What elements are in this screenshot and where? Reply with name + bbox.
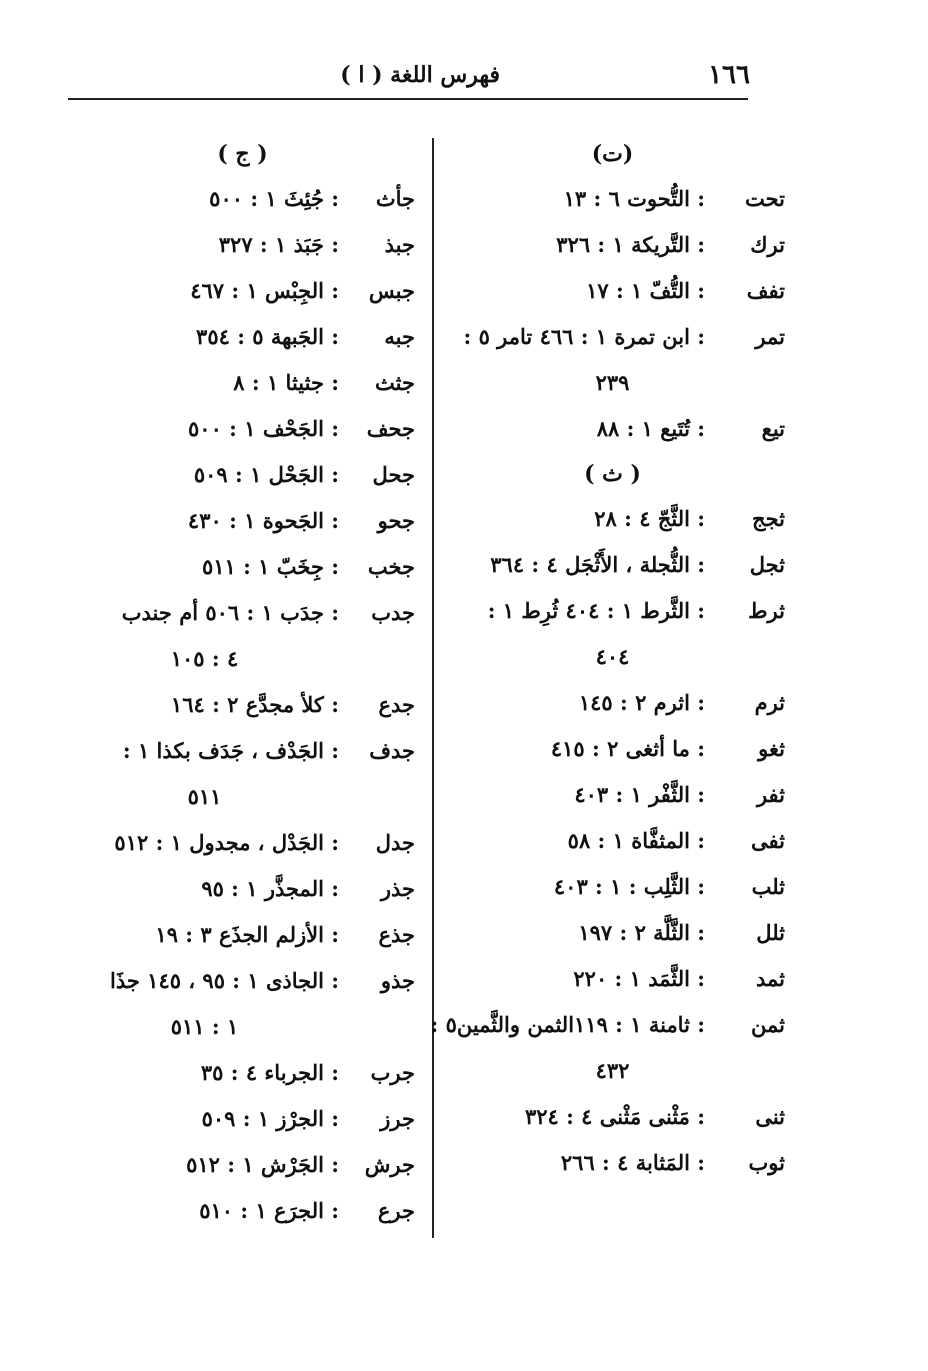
- entry-text: : جَبَذ ١ : ٣٢٧: [218, 232, 339, 257]
- root-word: جدف: [369, 738, 415, 763]
- entry-text: : المجذَّر ١ : ٩٥: [201, 876, 339, 901]
- entry-text: : الثَّجّ ٤ : ٢٨: [594, 506, 705, 531]
- root-word: جدع: [378, 692, 415, 717]
- index-entry: [70, 820, 415, 866]
- root-word: جبس: [368, 278, 415, 303]
- root-word: جدل: [375, 830, 415, 855]
- index-entry: [440, 542, 785, 588]
- root-word: جبه: [384, 324, 415, 349]
- column-divider: [432, 138, 434, 1238]
- root-word: ثوب: [748, 1150, 785, 1175]
- entry-text: : كلأ مجدَّع ٢ : ١٦٤: [170, 692, 339, 717]
- index-entry: [440, 956, 785, 1002]
- index-entry: [440, 726, 785, 772]
- page-header: [70, 56, 750, 96]
- entry-text: : الثَّلِب : ١ : ٤٠٣: [553, 874, 705, 899]
- page-number: ١٦٦: [708, 60, 750, 90]
- entry-text: : الجَحوة ١ : ٤٣٠: [187, 508, 339, 533]
- entry-text: ٢٣٩: [595, 370, 630, 395]
- root-word: تمر: [755, 324, 785, 349]
- root-word: جأث: [375, 186, 415, 211]
- entry-text: : المثفَّاة ١ : ٥٨: [567, 828, 705, 853]
- entry-text: : الجَبهة ٥ : ٣٥٤: [196, 324, 339, 349]
- header-rule: [68, 98, 748, 100]
- root-word: ثرم: [754, 690, 785, 715]
- entry-text: : ثامنة ١ : ١١٩الثمن والثَّمين٥ :: [430, 1012, 705, 1037]
- index-entry: [70, 360, 415, 406]
- entry-text: : التُّحوت ٦ : ١٣: [563, 186, 705, 211]
- index-entry: [70, 590, 415, 636]
- entry-text: ٥١١: [187, 784, 222, 809]
- root-word: جذع: [378, 922, 415, 947]
- index-entry: [440, 222, 785, 268]
- entry-text: : الثُّجلة ، الأَثْجَل ٤ : ٣٦٤: [490, 552, 705, 577]
- entry-text: : جثيثا ١ : ٨: [233, 370, 339, 395]
- section-heading: ( ج ): [217, 141, 268, 167]
- index-entry: [440, 314, 785, 360]
- index-entry: [70, 682, 415, 728]
- root-word: جذو: [380, 968, 415, 993]
- index-entry: [70, 406, 415, 452]
- entry-text: ٤٣٢: [595, 1058, 630, 1083]
- root-word: تحت: [744, 186, 785, 211]
- index-entry: [440, 680, 785, 726]
- index-entry: [440, 772, 785, 818]
- root-word: ثمن: [751, 1012, 785, 1037]
- root-word: جذر: [380, 876, 415, 901]
- entry-text: : تُتَيع ١ : ٨٨: [596, 416, 705, 441]
- index-entry: [70, 1096, 415, 1142]
- entry-text: : اثرم ٢ : ١٤٥: [578, 690, 705, 715]
- entry-continuation: [440, 1048, 785, 1094]
- root-word: جدب: [371, 600, 415, 625]
- root-word: جحو: [377, 508, 415, 533]
- root-word: ثلل: [756, 920, 785, 945]
- entry-continuation: [70, 1004, 415, 1050]
- root-word: ثرط: [748, 598, 785, 623]
- entry-text: : الجَحْل ١ : ٥٠٩: [193, 462, 339, 487]
- index-entry: [70, 866, 415, 912]
- section-heading: ( ث ): [584, 461, 641, 487]
- root-word: ثنى: [755, 1104, 785, 1129]
- entry-text: ١ : ٥١١: [170, 1014, 239, 1039]
- root-word: جرز: [380, 1106, 415, 1131]
- root-word: ثلب: [751, 874, 785, 899]
- entry-text: : جُئِثَ ١ : ٥٠٠: [209, 186, 339, 211]
- index-entry: [70, 176, 415, 222]
- index-entry: [440, 910, 785, 956]
- entry-text: : مَثْنى مَثْنى ٤ : ٣٢٤: [524, 1104, 705, 1129]
- index-entry: [440, 864, 785, 910]
- entry-text: : الثَّفْر ١ : ٤٠٣: [574, 782, 705, 807]
- index-entry: [440, 268, 785, 314]
- entry-text: : التُّفّ ١ : ١٧: [586, 278, 705, 303]
- root-word: ثفى: [751, 828, 785, 853]
- entry-text: : الجَدْف ، جَدَف بكذا ١ :: [122, 738, 339, 763]
- root-word: جرش: [364, 1152, 415, 1177]
- index-entry: [440, 496, 785, 542]
- running-title: فهرس اللغة ( ا ): [340, 62, 500, 88]
- index-entry: [70, 958, 415, 1004]
- entry-text: : الجَرْش ١ : ٥١٢: [186, 1152, 339, 1177]
- root-word: ثفر: [756, 782, 785, 807]
- index-entry: [440, 1140, 785, 1186]
- index-entry: [430, 1002, 785, 1048]
- entry-text: ٤ : ١٠٥: [170, 646, 239, 671]
- root-word: جخب: [367, 554, 415, 579]
- entry-text: : الثَّرط ١ : ٤٠٤ ثُرِط ١ :: [487, 598, 705, 623]
- index-entry: [440, 406, 785, 452]
- entry-text: ٤٠٤: [595, 644, 630, 669]
- index-entry: [70, 1142, 415, 1188]
- index-entry: [70, 912, 415, 958]
- entry-text: : التَّريكة ١ : ٣٢٦: [556, 232, 705, 257]
- left-column: [70, 132, 415, 1234]
- entry-text: : المَثابة ٤ : ٢٦٦: [560, 1150, 705, 1175]
- index-entry: [440, 176, 785, 222]
- index-entry: [440, 818, 785, 864]
- entry-text: : الجاذى ١ : ٩٥ ، ١٤٥ جذَا: [110, 968, 339, 993]
- entry-text: : الجِبْس ١ : ٤٦٧: [190, 278, 339, 303]
- index-entry: [70, 544, 415, 590]
- entry-continuation: [440, 360, 785, 406]
- index-entry: [70, 728, 415, 774]
- root-word: ثمد: [755, 966, 785, 991]
- root-word: جرع: [377, 1198, 415, 1223]
- entry-text: : الجرْز ١ : ٥٠٩: [201, 1106, 339, 1131]
- index-entry: [70, 498, 415, 544]
- index-entry: [440, 588, 785, 634]
- index-entry: [70, 268, 415, 314]
- root-word: جحف: [366, 416, 415, 441]
- entry-continuation: [440, 634, 785, 680]
- index-entry: [70, 314, 415, 360]
- entry-text: : الثَّمَد ١ : ٢٢٠: [573, 966, 705, 991]
- entry-continuation: [70, 774, 415, 820]
- root-word: تيع: [761, 416, 785, 441]
- entry-text: : ابن تمرة ١ : ٤٦٦ تامر ٥ :: [463, 324, 705, 349]
- entry-text: : الأزلم الجذَع ٣ : ١٩: [155, 922, 339, 947]
- section-heading: (ت): [591, 141, 634, 167]
- entry-text: : الثَّلَّة ٢ : ١٩٧: [578, 920, 705, 945]
- index-entry: [70, 1188, 415, 1234]
- index-entry: [70, 1050, 415, 1096]
- entry-continuation: [70, 636, 415, 682]
- root-word: ترك: [750, 232, 785, 257]
- root-word: جحل: [372, 462, 415, 487]
- root-word: جثث: [375, 370, 415, 395]
- root-word: جرب: [370, 1060, 415, 1085]
- root-word: جبذ: [384, 232, 415, 257]
- right-column: [430, 132, 785, 1186]
- index-entry: [440, 1094, 785, 1140]
- root-word: تفف: [746, 278, 785, 303]
- entry-text: : الجَدْل ، مجدول ١ : ٥١٢: [114, 830, 339, 855]
- root-word: ثغو: [758, 736, 785, 761]
- entry-text: : الجَحْف ١ : ٥٠٠: [188, 416, 339, 441]
- entry-text: : ما أثغى ٢ : ٤١٥: [550, 736, 705, 761]
- root-word: ثجل: [749, 552, 785, 577]
- index-entry: [70, 222, 415, 268]
- root-word: ثجج: [752, 506, 785, 531]
- entry-text: : جدَب ١ : ٥٠٦ أم جندب: [121, 600, 339, 625]
- entry-text: : الجرَع ١ : ٥١٠: [199, 1198, 339, 1223]
- entry-text: : الجرباء ٤ : ٣٥: [200, 1060, 339, 1085]
- entry-text: : جِخَبّ ١ : ٥١١: [201, 554, 339, 579]
- index-entry: [70, 452, 415, 498]
